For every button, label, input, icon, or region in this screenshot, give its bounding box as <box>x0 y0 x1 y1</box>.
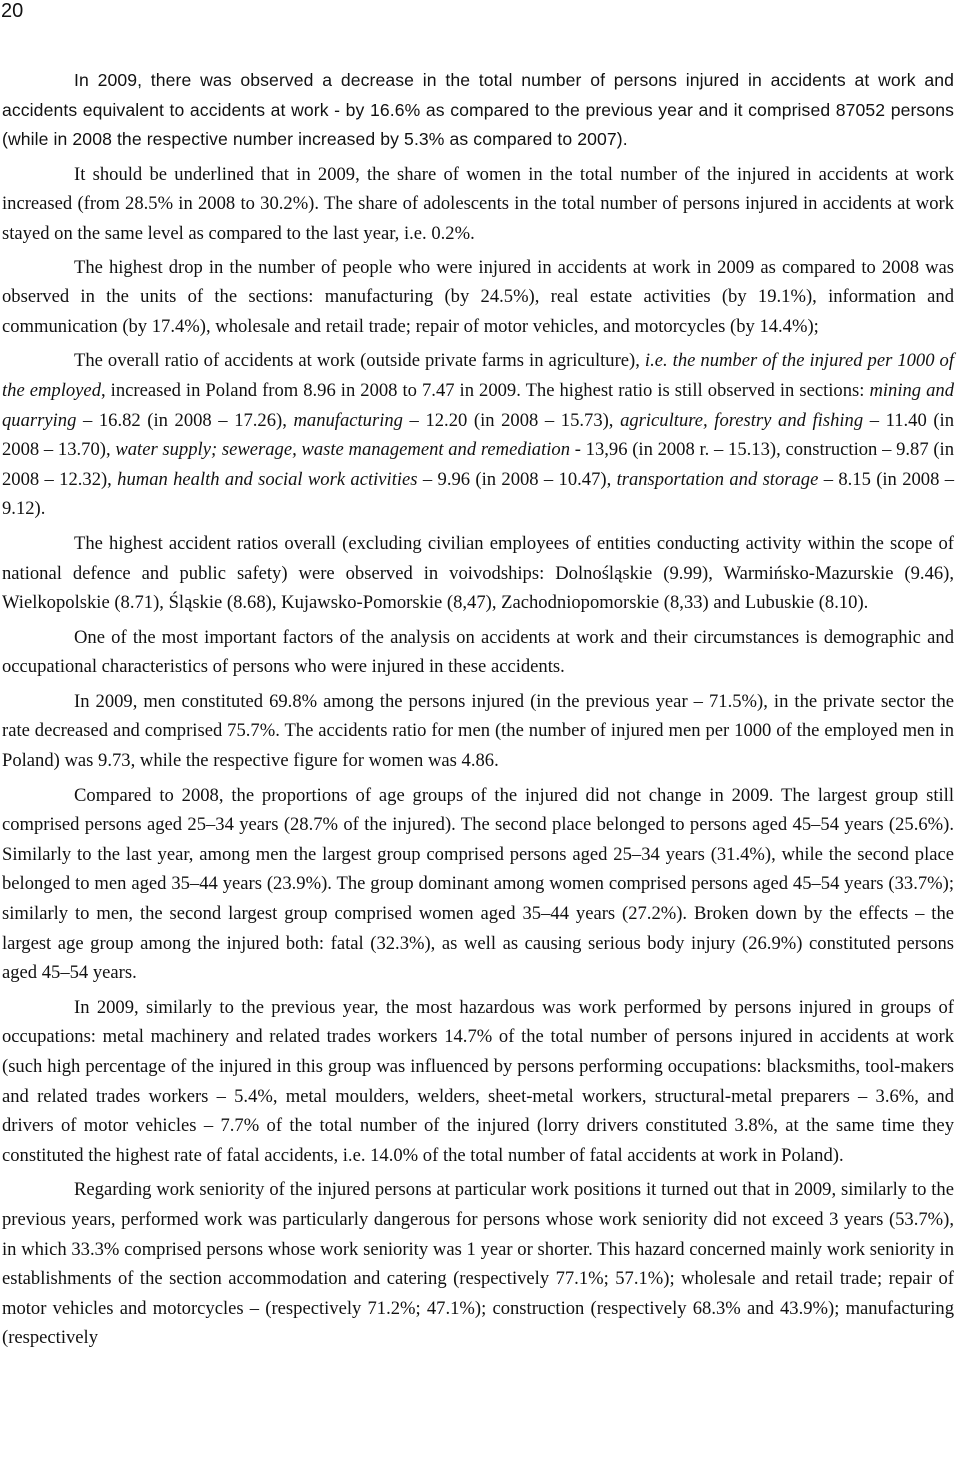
paragraph-age-groups <box>2 781 954 988</box>
text-run: Regarding work seniority of the injured persons at particular work positions it turned out that in 2009, similarly to the previous years, performed work was particularly dangerous for persons whose work seniority did not exceed 3 years (53.7%), in which 33.3% comprised persons whose work seniority was 1 year or shorter. This hazard concerned mainly work seniority in establishments of the section accommodation and catering (respectively 77.1%; 57.1%); wholesale and retail trade; repair of motor vehicles and motorcycles – (respectively 71.2%; 47.1%); construction (respectively 68.3% and 43.9%); manufacturing (respectively <box>2 1179 954 1349</box>
text-run: – 12.20 (in 2008 – 15.73), <box>402 409 621 431</box>
text-run-italic: human health and social work activities <box>117 468 418 490</box>
text-run-italic: i.e. the number of the injured per 1000 of the employed <box>2 350 955 401</box>
paragraph-men-share <box>2 687 954 776</box>
body-text <box>2 66 954 1358</box>
text-run: Compared to 2008, the proportions of age groups of the injured did not change in 2009. The largest group still comprised persons aged 25–34 years (28.7% of the injured). The second place belonged to persons aged 45–54 years (25.6%). Similarly to the last year, among men the largest group comprised persons aged 25–34 years (31.4%), while the second place belonged to men aged 35–44 years (23.9%). The group dominant among women comprised persons aged 45–54 years (33.7%); similarly to men, the second largest group comprised women aged 35–44 years (27.2%). Broken down by the effects – the largest age group among the injured both: fatal (32.3%), as well as causing serious body injury (26.9%) constituted persons aged 45–54 years. <box>2 784 954 984</box>
text-run: The highest accident ratios overall (excluding civilian employees of entities conducting activity within the scope of national defence and public safety) were observed in voivodships: Dolnośląskie (9.99), Warmińsko-Mazurskie (9.46), Wielkopolskie (8.71), Śląskie (8.68), Kujawsko-Pomorskie (8,47), Zachodniopomorskie (8,33) and Lubuskie (8.10). <box>2 532 954 614</box>
text-run-italic: water supply; sewerage, waste management and remediation <box>115 439 571 461</box>
text-run-italic: manufacturing <box>293 409 403 431</box>
paragraph-highest-drop <box>2 253 954 342</box>
text-run-italic: agriculture, forestry and fishing <box>620 409 864 431</box>
paragraph-occupations <box>2 993 954 1171</box>
paragraph-women-share <box>2 160 954 249</box>
text-run: In 2009, similarly to the previous year, the most hazardous was work performed by persons injured in groups of occupations: metal machinery and related trades workers 14.7% of the total number of persons injured in accidents at work (such high percentage of the injured in this group was influenced by persons performing occupations: blacksmiths, tool-makers and related trades workers – 5.4%, metal moulders, welders, sheet-metal workers, structural-metal preparers – 3.6%, and drivers of motor vehicles – 7.7% of the total number of the injured (lorry drivers constituted 3.8%, at the same time they constituted the highest rate of fatal accidents, i.e. 14.0% of the total number of fatal accidents at work in Poland). <box>2 996 954 1166</box>
page-number: 20 <box>1 0 24 22</box>
paragraph-accident-ratio <box>2 346 954 524</box>
text-run: In 2009, there was observed a decrease in the total number of persons injured in accidents at work and accidents equivalent to accidents at work - by 16.6% as compared to the previous year and it comprised 87052 persons (while in 2008 the respective number increased by 5.3% as compared to 2007). <box>2 70 954 150</box>
text-run: – 16.82 (in 2008 – 17.26), <box>76 409 294 431</box>
text-run: One of the most important factors of the analysis on accidents at work and their circumstances is demographic and occupational characteristics of persons who were injured in these accidents. <box>2 626 954 678</box>
text-run-italic: transportation and storage <box>616 468 819 490</box>
paragraph-work-seniority <box>2 1175 954 1353</box>
paragraph-factors <box>2 623 954 682</box>
text-run: – 11.40 (in 2008 – 13.70), <box>2 409 954 461</box>
text-run: The overall ratio of accidents at work (outside private farms in agriculture), <box>74 350 645 372</box>
text-run: - 13,96 (in 2008 r. – 15.13), construction – 9.87 (in 2008 – 12.32), <box>2 439 955 490</box>
text-run: The highest drop in the number of people who were injured in accidents at work in 2009 as compared to 2008 was observed in the units of the sections: manufacturing (by 24.5%), real estate activities (by 19.1%), information and communication (by 17.4%), wholesale and retail trade; repair of motor vehicles, and motorcycles (by 14.4%); <box>2 256 954 337</box>
text-run: In 2009, men constituted 69.8% among the persons injured (in the previous year – 71.5%), in the private sector the rate decreased and comprised 75.7%. The accidents ratio for men (the number of injured men per 1000 of the employed men in Poland) was 9.73, while the respective figure for women was 4.86. <box>2 690 954 772</box>
text-run: , increased in Poland from 8.96 in 2008 to 7.47 in 2009. The highest ratio is still observed in sections: <box>101 379 870 401</box>
text-run: It should be underlined that in 2009, the share of women in the total number of the injured in accidents at work increased (from 28.5% in 2008 to 30.2%). The share of adolescents in the total number of persons injured in accidents at work stayed on the same level as compared to the last year, i.e. 0.2%. <box>2 163 954 244</box>
paragraph-injury-decrease <box>2 66 954 155</box>
text-run: – 9.96 (in 2008 – 10.47), <box>417 468 617 490</box>
paragraph-voivodships <box>2 529 954 618</box>
text-run-italic: mining and quarrying <box>2 379 955 431</box>
text-run: – 8.15 (in 2008 – 9.12). <box>2 468 955 520</box>
